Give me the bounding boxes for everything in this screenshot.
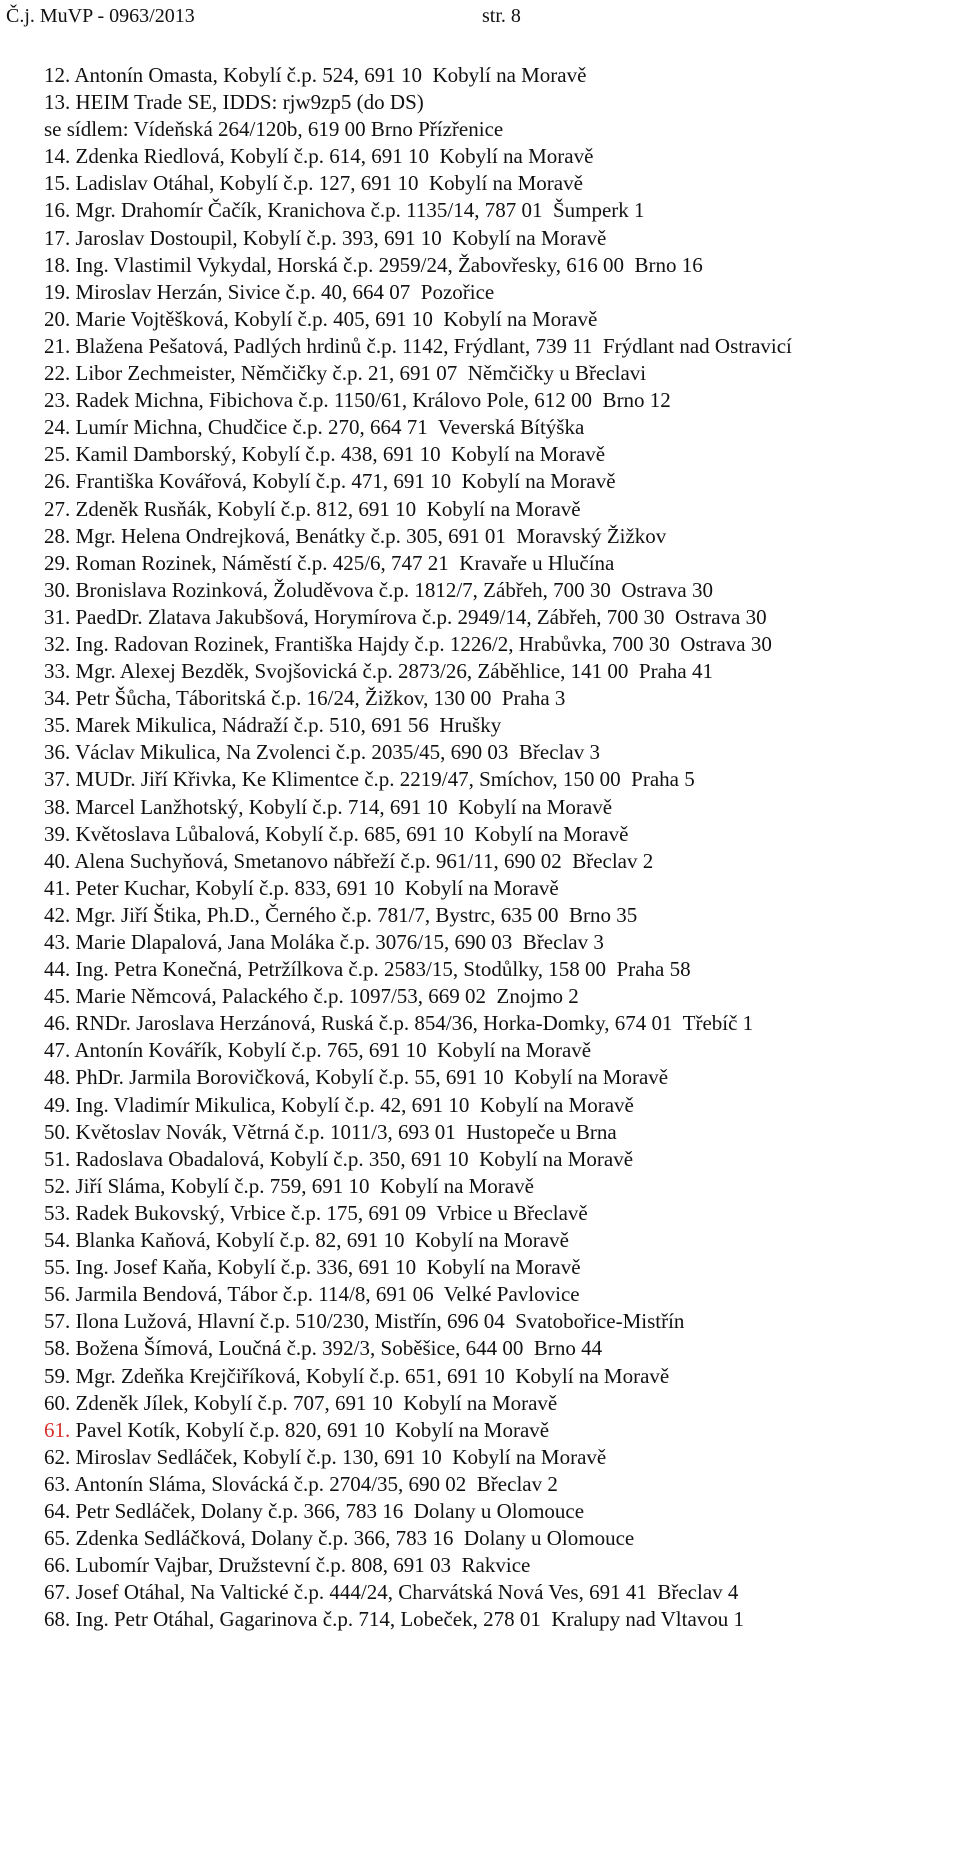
list-item [0, 1173, 960, 1200]
item-number: 49. [44, 1092, 71, 1117]
item-number: 27. [44, 496, 71, 521]
item-text: Ing. Josef Kaňa, Kobylí č.p. 336, 691 10 Kobylí na Moravě [70, 1255, 581, 1280]
item-number: 26. [44, 469, 71, 494]
item-text: Blanka Kaňová, Kobylí č.p. 82, 691 10 Kobylí na Moravě [70, 1228, 569, 1253]
list-item [0, 1146, 960, 1173]
item-number: 51. [44, 1146, 71, 1171]
item-number: 44. [44, 957, 71, 982]
item-text: HEIM Trade SE, IDDS: rjw9zp5 (do DS) [70, 90, 424, 115]
list-item [0, 387, 960, 414]
item-number: 45. [44, 984, 71, 1009]
item-text: Miroslav Herzán, Sivice č.p. 40, 664 07 Pozořice [70, 279, 495, 304]
item-text: Zdenka Riedlová, Kobylí č.p. 614, 691 10 Kobylí na Moravě [70, 144, 594, 169]
list-item [0, 306, 960, 333]
list-item [0, 1552, 960, 1579]
list-item [0, 333, 960, 360]
item-text: Květoslav Novák, Větrná č.p. 1011/3, 693 01 Hustopeče u Brna [70, 1119, 617, 1144]
item-text: Ing. Petra Konečná, Petržílkova č.p. 2583/15, Stodůlky, 158 00 Praha 58 [70, 957, 691, 982]
item-number: 57. [44, 1309, 71, 1334]
list-item [0, 496, 960, 523]
list-item [0, 1390, 960, 1417]
list-item [0, 821, 960, 848]
item-text: Květoslava Lůbalová, Kobylí č.p. 685, 691 10 Kobylí na Moravě [70, 821, 629, 846]
item-number: 39. [44, 821, 71, 846]
item-text: Marie Dlapalová, Jana Moláka č.p. 3076/15, 690 03 Břeclav 3 [70, 930, 604, 954]
item-number: 31. [44, 604, 71, 629]
item-text: Pavel Kotík, Kobylí č.p. 820, 691 10 Kobylí na Moravě [70, 1417, 550, 1442]
item-number: 33. [44, 659, 71, 684]
item-number: 13. [44, 90, 71, 115]
item-text: Jaroslav Dostoupil, Kobylí č.p. 393, 691 10 Kobylí na Moravě [70, 225, 607, 250]
list-item [0, 1308, 960, 1335]
list-item [0, 1092, 960, 1119]
item-number: 55. [44, 1255, 71, 1280]
item-text: Radek Michna, Fibichova č.p. 1150/61, Královo Pole, 612 00 Brno 12 [70, 388, 671, 413]
item-number: 46. [44, 1011, 71, 1036]
item-text: Marek Mikulica, Nádraží č.p. 510, 691 56 Hrušky [70, 713, 502, 738]
item-number: 29. [44, 550, 71, 575]
item-text: Zdeněk Jílek, Kobylí č.p. 707, 691 10 Kobylí na Moravě [70, 1390, 558, 1415]
item-text: Ilona Lužová, Hlavní č.p. 510/230, Mistřín, 696 04 Svatobořice-Mistřín [70, 1309, 685, 1334]
item-number: 59. [44, 1363, 71, 1388]
list-item [0, 1064, 960, 1091]
item-text: Roman Rozinek, Náměstí č.p. 425/6, 747 21 Kravaře u Hlučína [70, 550, 615, 575]
list-item [0, 712, 960, 739]
list-item [0, 1119, 960, 1146]
item-text: Miroslav Sedláček, Kobylí č.p. 130, 691 10 Kobylí na Moravě [70, 1444, 607, 1469]
list-item [0, 1281, 960, 1308]
item-number: 35. [44, 713, 71, 738]
list-item [0, 631, 960, 658]
list-item [0, 1200, 960, 1227]
item-number: 32. [44, 631, 71, 656]
list-item [0, 1010, 960, 1037]
list-item [0, 1606, 960, 1633]
list-item [0, 848, 960, 875]
list-item [0, 983, 960, 1010]
list-item [0, 252, 960, 279]
item-text: Bronislava Rozinková, Žoluděvova č.p. 1812/7, Zábřeh, 700 30 Ostrava 30 [70, 577, 713, 602]
item-text: Libor Zechmeister, Němčičky č.p. 21, 691 07 Němčičky u Břeclavi [70, 361, 647, 386]
item-number: 43. [44, 930, 71, 954]
list-item [0, 902, 960, 929]
item-text: Petr Šůcha, Táboritská č.p. 16/24, Žižkov, 130 00 Praha 3 [70, 686, 566, 711]
item-number: 23. [44, 388, 71, 413]
list-item [0, 929, 960, 956]
item-text: Antonín Omasta, Kobylí č.p. 524, 691 10 Kobylí na Moravě [70, 63, 587, 87]
item-text: Lumír Michna, Chudčice č.p. 270, 664 71 Veverská Bítýška [70, 415, 585, 440]
list-item [0, 279, 960, 306]
item-number: 60. [44, 1390, 71, 1415]
item-text: Peter Kuchar, Kobylí č.p. 833, 691 10 Kobylí na Moravě [70, 875, 559, 900]
recipient-list [0, 62, 960, 1633]
item-number: 68. [44, 1607, 71, 1632]
item-number: 61. [44, 1417, 71, 1442]
list-item-continuation [0, 116, 960, 143]
item-text: Zdenka Sedláčková, Dolany č.p. 366, 783 16 Dolany u Olomouce [70, 1526, 635, 1551]
list-item [0, 1227, 960, 1254]
item-text: Mgr. Jiří Štika, Ph.D., Černého č.p. 781/7, Bystrc, 635 00 Brno 35 [70, 902, 638, 927]
item-text: Radoslava Obadalová, Kobylí č.p. 350, 691 10 Kobylí na Moravě [70, 1146, 634, 1171]
item-number: 18. [44, 252, 71, 277]
item-text: Antonín Sláma, Slovácká č.p. 2704/35, 690 02 Břeclav 2 [70, 1471, 558, 1496]
item-number: 25. [44, 442, 71, 467]
item-text: Petr Sedláček, Dolany č.p. 366, 783 16 Dolany u Olomouce [70, 1498, 585, 1523]
list-item [0, 1579, 960, 1606]
item-number: 28. [44, 523, 71, 548]
list-item [0, 1498, 960, 1525]
item-text: MUDr. Jiří Křivka, Ke Klimentce č.p. 2219/47, Smíchov, 150 00 Praha 5 [70, 767, 695, 792]
list-item [0, 550, 960, 577]
item-text: Ing. Vladimír Mikulica, Kobylí č.p. 42, 691 10 Kobylí na Moravě [70, 1092, 634, 1117]
item-text: RNDr. Jaroslava Herzánová, Ruská č.p. 854/36, Horka-Domky, 674 01 Třebíč 1 [70, 1011, 754, 1036]
list-item [0, 197, 960, 224]
item-number: 56. [44, 1282, 71, 1307]
item-number: 20. [44, 306, 71, 331]
item-number: 54. [44, 1228, 71, 1253]
list-item [0, 1417, 960, 1444]
item-text: Marie Vojtěšková, Kobylí č.p. 405, 691 10 Kobylí na Moravě [70, 306, 598, 331]
list-item [0, 1525, 960, 1552]
item-number: 48. [44, 1065, 71, 1090]
item-number: 21. [44, 333, 71, 358]
item-number: 41. [44, 875, 71, 900]
item-text: Františka Kovářová, Kobylí č.p. 471, 691 10 Kobylí na Moravě [70, 469, 616, 494]
item-number: 12. [44, 63, 71, 87]
item-number: 24. [44, 415, 71, 440]
item-number: 16. [44, 198, 71, 223]
item-number: 52. [44, 1173, 71, 1198]
list-item [0, 414, 960, 441]
item-text: Mgr. Drahomír Čačík, Kranichova č.p. 1135/14, 787 01 Šumperk 1 [70, 198, 645, 223]
list-item [0, 956, 960, 983]
list-item [0, 170, 960, 197]
item-number: 30. [44, 577, 71, 602]
item-text: PhDr. Jarmila Borovičková, Kobylí č.p. 55, 691 10 Kobylí na Moravě [70, 1065, 669, 1090]
item-text: Mgr. Zdeňka Krejčiříková, Kobylí č.p. 651, 691 10 Kobylí na Moravě [70, 1363, 670, 1388]
page-header [6, 4, 606, 28]
list-item [0, 875, 960, 902]
list-item [0, 604, 960, 631]
item-text: Zdeněk Rusňák, Kobylí č.p. 812, 691 10 Kobylí na Moravě [70, 496, 581, 521]
item-text: Ing. Vlastimil Vykydal, Horská č.p. 2959/24, Žabovřesky, 616 00 Brno 16 [70, 252, 703, 277]
item-number: 62. [44, 1444, 71, 1469]
item-number: 58. [44, 1336, 71, 1361]
item-text: Marie Němcová, Palackého č.p. 1097/53, 669 02 Znojmo 2 [70, 984, 579, 1009]
item-number: 67. [44, 1580, 71, 1605]
list-item [0, 658, 960, 685]
item-number: 53. [44, 1200, 71, 1225]
list-item [0, 577, 960, 604]
item-text: Mgr. Alexej Bezděk, Svojšovická č.p. 2873/26, Záběhlice, 141 00 Praha 41 [70, 659, 713, 684]
item-text: Alena Suchyňová, Smetanovo nábřeží č.p. 961/11, 690 02 Břeclav 2 [70, 848, 654, 873]
item-text: Kamil Damborský, Kobylí č.p. 438, 691 10 Kobylí na Moravě [70, 442, 606, 467]
item-text: Jarmila Bendová, Tábor č.p. 114/8, 691 06 Velké Pavlovice [70, 1282, 580, 1307]
list-item [0, 62, 960, 89]
item-number: 63. [44, 1471, 71, 1496]
item-text: Radek Bukovský, Vrbice č.p. 175, 691 09 Vrbice u Břeclavě [70, 1200, 588, 1225]
list-item [0, 1363, 960, 1390]
item-number: 66. [44, 1553, 71, 1578]
list-item [0, 685, 960, 712]
item-number: 14. [44, 144, 71, 169]
item-text: Mgr. Helena Ondrejková, Benátky č.p. 305, 691 01 Moravský Žižkov [70, 523, 667, 548]
item-number: 15. [44, 171, 71, 196]
item-text: Lubomír Vajbar, Družstevní č.p. 808, 691 03 Rakvice [70, 1553, 531, 1578]
item-text: Antonín Kovářík, Kobylí č.p. 765, 691 10 Kobylí na Moravě [70, 1038, 592, 1063]
item-text: se sídlem: Vídeňská 264/120b, 619 00 Brno Přízřenice [44, 117, 504, 142]
list-item [0, 225, 960, 252]
list-item [0, 1254, 960, 1281]
item-text: Marcel Lanžhotský, Kobylí č.p. 714, 691 10 Kobylí na Moravě [70, 794, 613, 819]
item-text: PaedDr. Zlatava Jakubšová, Horymírova č.p. 2949/14, Zábřeh, 700 30 Ostrava 30 [70, 604, 767, 629]
list-item [0, 360, 960, 387]
item-text: Ing. Radovan Rozinek, Františka Hajdy č.p. 1226/2, Hrabůvka, 700 30 Ostrava 30 [70, 631, 772, 656]
item-text: Josef Otáhal, Na Valtické č.p. 444/24, Charvátská Nová Ves, 691 41 Břeclav 4 [70, 1580, 739, 1605]
list-item [0, 1037, 960, 1064]
document-reference: Č.j. MuVP - 0963/2013 [6, 5, 195, 27]
item-text: Ladislav Otáhal, Kobylí č.p. 127, 691 10 Kobylí na Moravě [70, 171, 583, 196]
item-number: 65. [44, 1526, 71, 1551]
item-number: 17. [44, 225, 71, 250]
item-number: 37. [44, 767, 71, 792]
list-item [0, 441, 960, 468]
item-number: 47. [44, 1038, 71, 1063]
item-number: 22. [44, 361, 71, 386]
page-number: str. 8 [482, 5, 521, 27]
item-text: Jiří Sláma, Kobylí č.p. 759, 691 10 Kobylí na Moravě [70, 1173, 534, 1198]
item-text: Ing. Petr Otáhal, Gagarinova č.p. 714, Lobeček, 278 01 Kralupy nad Vltavou 1 [70, 1607, 745, 1632]
list-item [0, 1471, 960, 1498]
list-item [0, 143, 960, 170]
item-number: 50. [44, 1119, 71, 1144]
list-item [0, 739, 960, 766]
item-text: Božena Šímová, Loučná č.p. 392/3, Soběšice, 644 00 Brno 44 [70, 1336, 603, 1361]
item-number: 64. [44, 1498, 71, 1523]
item-number: 38. [44, 794, 71, 819]
list-item [0, 89, 960, 116]
list-item [0, 766, 960, 793]
item-text: Blažena Pešatová, Padlých hrdinů č.p. 1142, Frýdlant, 739 11 Frýdlant nad Ostravicí [70, 333, 792, 358]
item-text: Václav Mikulica, Na Zvolenci č.p. 2035/45, 690 03 Břeclav 3 [70, 740, 600, 765]
list-item [0, 523, 960, 550]
item-number: 36. [44, 740, 71, 765]
list-item [0, 468, 960, 495]
list-item [0, 794, 960, 821]
list-item [0, 1444, 960, 1471]
item-number: 42. [44, 902, 71, 927]
item-number: 40. [44, 848, 71, 873]
item-number: 34. [44, 686, 71, 711]
item-number: 19. [44, 279, 71, 304]
list-item [0, 1335, 960, 1362]
